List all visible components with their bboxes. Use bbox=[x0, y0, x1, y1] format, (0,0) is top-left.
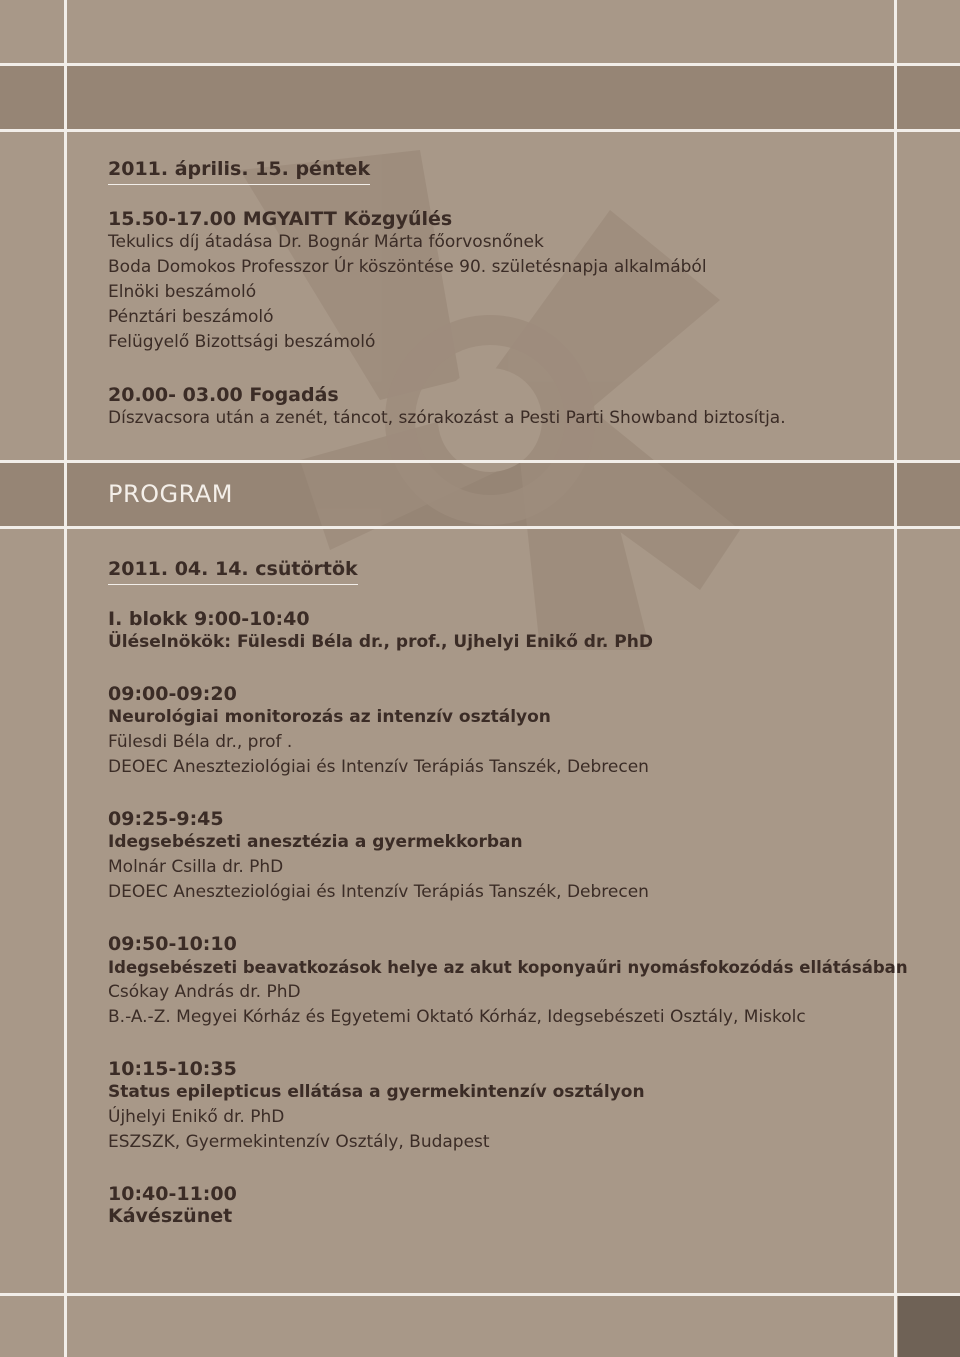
grid-line-3 bbox=[0, 460, 960, 463]
reception-description: Díszvacsora után a zenét, táncot, szórakozást a Pesti Parti Showband biztosítja. bbox=[108, 408, 786, 428]
assembly-item: Elnöki beszámoló bbox=[108, 282, 257, 302]
talk-item bbox=[108, 933, 908, 1030]
break-title: Kávészünet bbox=[108, 1205, 233, 1227]
talk-speaker: Fülesdi Béla dr., prof . bbox=[108, 732, 293, 752]
talk-affiliation: ESZSZK, Gyermekintenzív Osztály, Budapest bbox=[108, 1132, 490, 1152]
reception-title: 20.00- 03.00 Fogadás bbox=[108, 384, 339, 406]
talk-title: Status epilepticus ellátása a gyermekintenzív osztályon bbox=[108, 1082, 645, 1102]
block-section bbox=[108, 608, 653, 655]
grid-line-left bbox=[64, 0, 67, 1357]
thursday-section bbox=[108, 558, 358, 585]
break-time: 10:40-11:00 bbox=[108, 1183, 237, 1205]
talk-time: 09:50-10:10 bbox=[108, 933, 237, 955]
assembly-item: Tekulics díj átadása Dr. Bognár Márta főorvosnőnek bbox=[108, 232, 544, 252]
talk-item bbox=[108, 808, 649, 905]
assembly-item: Pénztári beszámoló bbox=[108, 307, 274, 327]
reception-section bbox=[108, 384, 786, 431]
corner-block bbox=[898, 1295, 960, 1357]
friday-date: 2011. április. 15. péntek bbox=[108, 158, 370, 185]
grid-line-2 bbox=[0, 129, 960, 132]
talk-speaker: Újhelyi Enikő dr. PhD bbox=[108, 1107, 285, 1127]
assembly-section bbox=[108, 208, 707, 355]
grid-line-1 bbox=[0, 63, 960, 66]
talk-speaker: Molnár Csilla dr. PhD bbox=[108, 857, 284, 877]
thursday-date: 2011. 04. 14. csütörtök bbox=[108, 558, 358, 585]
assembly-item: Boda Domokos Professzor Úr köszöntése 90. születésnapja alkalmából bbox=[108, 257, 707, 277]
talk-title: Neurológiai monitorozás az intenzív osztályon bbox=[108, 707, 551, 727]
talk-affiliation: B.-A.-Z. Megyei Kórház és Egyetemi Oktató Kórház, Idegsebészeti Osztály, Miskolc bbox=[108, 1007, 806, 1027]
talk-time: 09:00-09:20 bbox=[108, 683, 237, 705]
assembly-title: 15.50-17.00 MGYAITT Közgyűlés bbox=[108, 208, 453, 230]
talk-title: Idegsebészeti beavatkozások helye az akut koponyaűri nyomásfokozódás ellátásában bbox=[108, 958, 908, 977]
program-heading: PROGRAM bbox=[108, 480, 233, 508]
block-title: I. blokk 9:00-10:40 bbox=[108, 608, 310, 630]
talk-time: 09:25-9:45 bbox=[108, 808, 224, 830]
assembly-item: Felügyelő Bizottsági beszámoló bbox=[108, 332, 376, 352]
talk-affiliation: DEOEC Aneszteziológiai és Intenzív Terápiás Tanszék, Debrecen bbox=[108, 757, 649, 777]
grid-line-right bbox=[894, 0, 897, 1357]
talk-item bbox=[108, 683, 649, 780]
block-chairs: Üléselnökök: Fülesdi Béla dr., prof., Ujhelyi Enikő dr. PhD bbox=[108, 632, 653, 652]
top-band bbox=[0, 65, 960, 130]
talk-affiliation: DEOEC Aneszteziológiai és Intenzív Terápiás Tanszék, Debrecen bbox=[108, 882, 649, 902]
grid-line-4 bbox=[0, 526, 960, 529]
talk-speaker: Csókay András dr. PhD bbox=[108, 982, 301, 1002]
talk-title: Idegsebészeti anesztézia a gyermekkorban bbox=[108, 832, 523, 852]
talk-item bbox=[108, 1058, 645, 1155]
grid-line-5 bbox=[0, 1293, 960, 1296]
break-section bbox=[108, 1183, 237, 1227]
talk-time: 10:15-10:35 bbox=[108, 1058, 237, 1080]
friday-section bbox=[108, 158, 370, 185]
